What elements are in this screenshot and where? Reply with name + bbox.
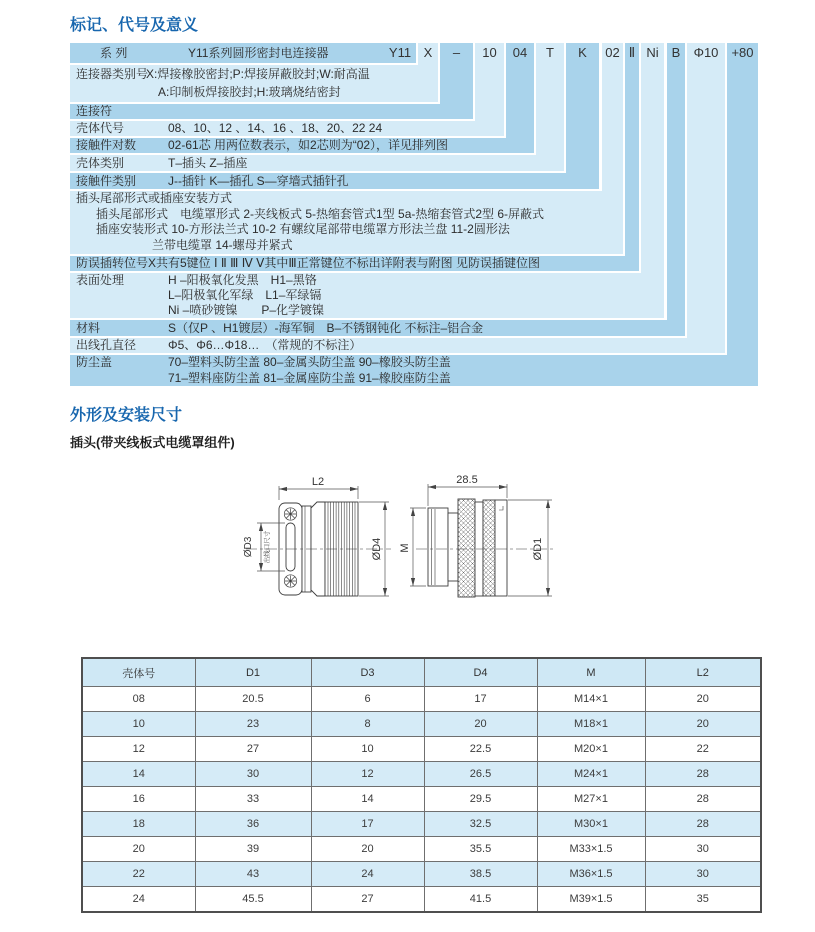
code-row-label: 插头尾部形式或插座安装方式 <box>76 191 233 205</box>
table-cell: 22 <box>82 862 195 887</box>
table-cell: 36 <box>195 812 311 837</box>
table-cell: M39×1.5 <box>537 887 645 913</box>
table-cell: 32.5 <box>424 812 537 837</box>
dim-label-outlet-size: 出线口尺寸 <box>264 530 271 564</box>
table-cell: 30 <box>645 862 761 887</box>
code-row-desc: S（仅P 、H1镀层）-海军铜 B–不锈钢钝化 不标注–铝合金 <box>168 321 484 335</box>
table-row <box>82 737 761 762</box>
code-row-desc-line: A:印制板焊接胶封;H:玻璃烧结密封 <box>158 85 341 99</box>
table-cell: 14 <box>311 787 424 812</box>
code-row-label: 防误插转位号 <box>76 256 149 270</box>
table-cell: 24 <box>311 862 424 887</box>
code-row-band <box>70 104 473 119</box>
code-row-label: 出线孔直径 <box>76 338 137 352</box>
table-cell: 08 <box>82 687 195 712</box>
table-cell: 14 <box>82 762 195 787</box>
code-row-desc: J--插针 K—插孔 S—穿墙式插针孔 <box>168 174 349 188</box>
code-column-band <box>602 43 623 254</box>
table-cell: 20 <box>424 712 537 737</box>
table-cell: 43 <box>195 862 311 887</box>
dim-label-l2: L2 <box>311 476 325 488</box>
code-column-band <box>667 43 685 336</box>
code-token: T <box>546 45 554 60</box>
table-row <box>82 812 761 837</box>
column-header-cell: D4 <box>424 658 537 687</box>
dim-label-d3: ØD3 <box>243 536 254 558</box>
code-column-band <box>727 43 758 386</box>
code-row-desc-line: 70–塑料头防尘盖 80–金属头防尘盖 90–橡胶头防尘盖 <box>168 355 451 369</box>
column-header-cell: D3 <box>311 658 424 687</box>
code-column-band <box>566 43 599 189</box>
table-cell: 20 <box>645 687 761 712</box>
table-cell: M24×1 <box>537 762 645 787</box>
table-cell: 16 <box>82 787 195 812</box>
code-token: Ni <box>646 45 659 60</box>
code-token: Ⅱ <box>628 45 636 60</box>
table-cell: 8 <box>311 712 424 737</box>
code-token: +80 <box>731 45 754 60</box>
table-cell: M20×1 <box>537 737 645 762</box>
table-cell: 38.5 <box>424 862 537 887</box>
code-row-desc-line: 71–塑料座防尘盖 81–金属座防尘盖 91–橡胶座防尘盖 <box>168 370 451 385</box>
table-row <box>82 887 761 913</box>
table-cell: 45.5 <box>195 887 311 913</box>
table-row <box>82 787 761 812</box>
column-header-cell: L2 <box>645 658 761 687</box>
table-cell: M30×1 <box>537 812 645 837</box>
dim-label-d1: ØD1 <box>532 537 544 561</box>
column-header-cell: M <box>537 658 645 687</box>
dim-label-28-5: 28.5 <box>456 474 478 486</box>
code-row-label: 连接器类别号 <box>76 67 149 81</box>
code-row-desc: 08、10、12 、14、16 、18、20、22 24 <box>168 121 383 135</box>
code-row-desc-line: 兰带电缆罩 14-螺母并紧式 <box>152 238 293 253</box>
code-row-desc-line: 插头尾部形式 电缆罩形式 2-夹线板式 5-热缩套管式1型 5a-热缩套管式2型 6-屏蔽式 <box>96 206 545 221</box>
table-cell: 24 <box>82 887 195 913</box>
table-cell: 18 <box>82 812 195 837</box>
dimension-table-grid <box>81 657 762 913</box>
table-cell: 30 <box>645 837 761 862</box>
code-token: Y11 <box>388 45 412 60</box>
outline-section-title: 外形及安装尺寸 <box>70 407 183 424</box>
column-header-cell: D1 <box>195 658 311 687</box>
code-column-band <box>625 43 639 271</box>
part-number-coding-diagram <box>0 0 815 400</box>
dimension-table <box>81 657 762 913</box>
code-token: – <box>452 45 461 60</box>
code-row-band <box>70 155 564 171</box>
table-row <box>82 712 761 737</box>
code-row-label: 防尘盖 <box>76 355 113 369</box>
table-row <box>82 837 761 862</box>
code-row-desc-line: L–阳极氧化军绿 L1–军绿镉 <box>168 288 322 302</box>
code-row-label: 材料 <box>76 321 101 335</box>
table-cell: 35 <box>645 887 761 913</box>
code-row-desc-line: X:焊接橡胶密封;P:焊接屏蔽胶封;W:耐高温 <box>146 67 370 81</box>
table-row <box>82 687 761 712</box>
table-cell: 10 <box>311 737 424 762</box>
table-cell: M33×1.5 <box>537 837 645 862</box>
table-cell: 28 <box>645 762 761 787</box>
table-cell: M27×1 <box>537 787 645 812</box>
table-header-row <box>82 658 761 687</box>
code-token: Φ10 <box>693 45 719 60</box>
table-cell: 22.5 <box>424 737 537 762</box>
table-row <box>82 862 761 887</box>
code-row-label: 接触件类别 <box>76 174 137 188</box>
code-row-desc: 02-61芯 用两位数表示，如2芯则为“02），详见排列图 <box>168 138 449 152</box>
code-row-label: 壳体代号 <box>76 121 125 135</box>
table-cell: 17 <box>424 687 537 712</box>
code-token: B <box>671 45 681 60</box>
table-cell: 20.5 <box>195 687 311 712</box>
table-cell: 20 <box>645 712 761 737</box>
table-cell: 28 <box>645 787 761 812</box>
code-row-band <box>70 273 664 318</box>
table-cell: 10 <box>82 712 195 737</box>
code-token: X <box>423 45 433 60</box>
code-row-label: 系 列 <box>100 46 128 60</box>
table-cell: 20 <box>311 837 424 862</box>
code-row-label: 接触件对数 <box>76 138 137 152</box>
outline-drawing-plug <box>180 460 600 655</box>
code-row-desc-line: H –阳极氧化发黑 H1–黑铬 <box>168 273 317 287</box>
code-row-desc: X共有5键位 Ⅰ Ⅱ Ⅲ Ⅳ Ⅴ其中Ⅲ正常键位不标出详附表与附图 见防误插键位图 <box>148 256 540 270</box>
table-cell: M18×1 <box>537 712 645 737</box>
code-token: 10 <box>482 45 497 60</box>
code-row-label: 连接符 <box>76 104 113 118</box>
table-cell: 39 <box>195 837 311 862</box>
outline-subtitle: 插头(带夹线板式电缆罩组件) <box>70 435 235 450</box>
dim-label-d4: ØD4 <box>371 537 383 561</box>
code-row-desc: Φ5、Φ6…Φ18… （常规的不标注） <box>168 338 362 352</box>
table-cell: M14×1 <box>537 687 645 712</box>
table-cell: 17 <box>311 812 424 837</box>
code-row-desc: T–插头 Z–插座 <box>168 156 248 170</box>
table-row <box>82 762 761 787</box>
table-cell: 12 <box>82 737 195 762</box>
table-cell: 20 <box>82 837 195 862</box>
table-cell: M36×1.5 <box>537 862 645 887</box>
code-row-desc-line: Ni –喷砂镀镍 P–化学镀镍 <box>168 303 325 317</box>
table-cell: 41.5 <box>424 887 537 913</box>
table-cell: 27 <box>195 737 311 762</box>
table-cell: 23 <box>195 712 311 737</box>
dim-label-m: M <box>399 543 411 553</box>
table-cell: 26.5 <box>424 762 537 787</box>
table-cell: 30 <box>195 762 311 787</box>
table-cell: 6 <box>311 687 424 712</box>
code-column-band <box>687 43 725 353</box>
code-column-band <box>641 43 664 318</box>
code-token: 04 <box>512 45 528 60</box>
code-token: 02 <box>605 45 620 60</box>
code-row-desc-line: 插座安装形式 10-方形法兰式 10-2 有螺纹尾部带电缆罩方形法兰盘 11-2圆形法 <box>96 222 510 237</box>
code-row-label: 壳体类别 <box>76 156 125 170</box>
column-header-cell: 壳体号 <box>82 658 195 687</box>
table-cell: 33 <box>195 787 311 812</box>
table-cell: 35.5 <box>424 837 537 862</box>
marking-section-title: 标记、代号及意义 <box>70 17 199 34</box>
code-row-label: 表面处理 <box>76 273 125 287</box>
table-cell: 29.5 <box>424 787 537 812</box>
table-cell: 28 <box>645 812 761 837</box>
code-token: K <box>578 45 587 60</box>
table-cell: 12 <box>311 762 424 787</box>
table-cell: 22 <box>645 737 761 762</box>
table-cell: 27 <box>311 887 424 913</box>
code-row-desc: Y11系列圆形密封电连接器 <box>188 46 329 60</box>
